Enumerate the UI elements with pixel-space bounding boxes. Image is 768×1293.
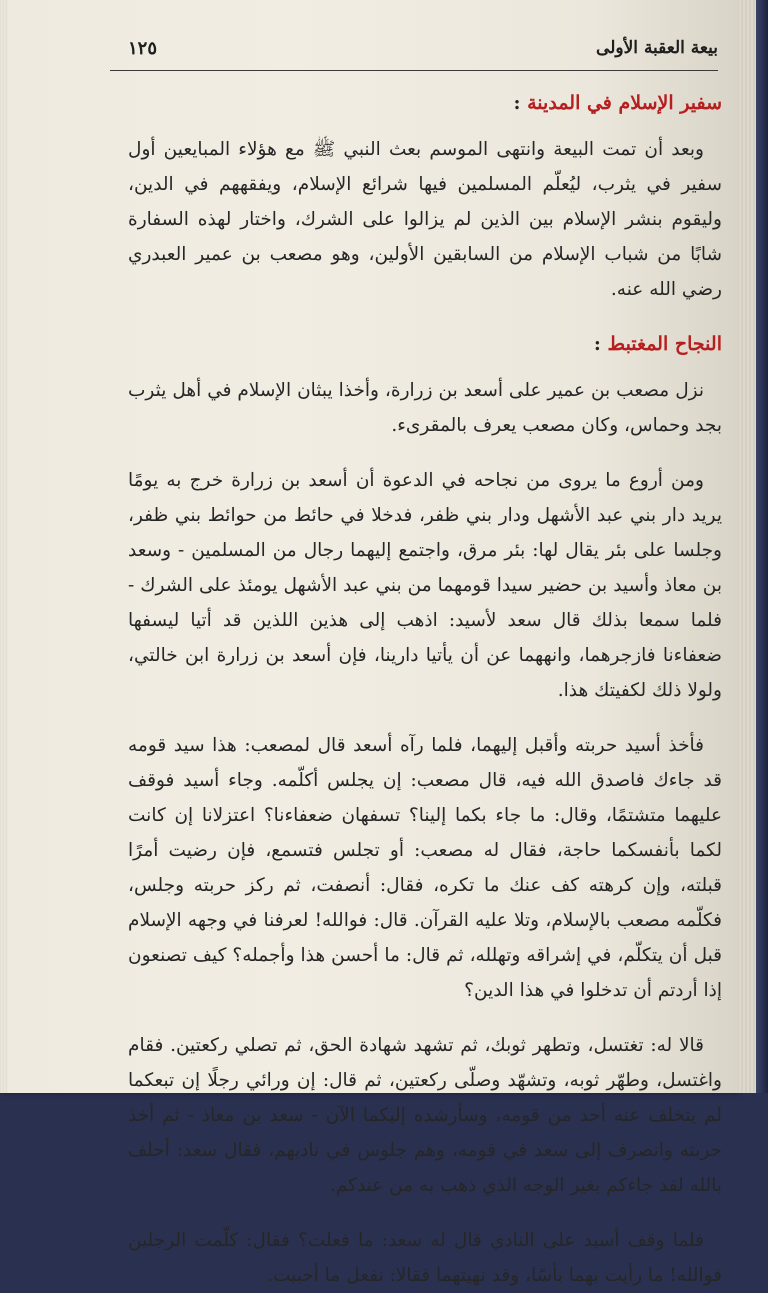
page-body [128,86,722,1293]
paragraph: فلما وقف أسيد على النادي قال له سعد: ما فعلت؟ فقال: كلّمت الرجلين فوالله! ما رأيت بهما بأسًا، وقد نهيتهما فقالا: نفعل ما أحببت. [128,1230,722,1286]
book-cover-edge [756,0,768,1093]
section-heading-ambassador: سفير الإسلام في المدينة : [513,92,722,114]
running-header [110,38,718,71]
paragraph: نزل مصعب بن عمير على أسعد بن زرارة، وأخذا يبثان الإسلام في أهل يثرب بجد وحماس، وكان مصعب يعرف بالمقرىء. [128,380,722,436]
page-number: ١٢٥ [128,38,158,59]
page-stack-left [0,0,8,1093]
paragraph: فأخذ أسيد حربته وأقبل إليهما، فلما رآه أسعد قال لمصعب: هذا سيد قومه قد جاءك فاصدق الله فيه، قال مصعب: إن يجلس أكلّمه. وجاء أسيد فوقف عليهما متشتمًا، وقال: ما جاء بكما إلينا؟ تسفهان ضعفاءنا؟ اعتزلانا إن كانت لكما بأنفسكما حاجة، فقال له مصعب: أو تجلس فتسمع، فإن رضيت أمرًا قبلته، وإن كرهته كف عنك ما تكره، فقال: أنصفت، ثم ركز حربته وجلس، فكلّمه مصعب بالإسلام، وتلا عليه القرآن. قال: فوالله! لعرفنا في وجهه الإسلام قبل أن يتكلّم، في إشراقه وتهلله، ثم قال: ما أحسن هذا وأجمله؟ كيف تصنعون إذا أردتم أن تدخلوا في هذا الدين؟ [128,735,722,1001]
paragraph: وبعد أن تمت البيعة وانتهى الموسم بعث النبي ﷺ مع هؤلاء المبايعين أول سفير في يثرب، ليُعلّم المسلمين فيها شرائع الإسلام، ويفقههم في الدين، وليقوم بنشر الإسلام بين الذين لم يزالوا على الشرك، واختار لهذه السفارة شابًا من شباب الإسلام من السابقين الأولين، وهو مصعب بن عمير العبدري رضي الله عنه. [128,139,722,300]
section-heading-success: النجاح المغتبط : [593,333,722,355]
paragraph: قالا له: تغتسل، وتطهر ثوبك، ثم تشهد شهادة الحق، ثم تصلي ركعتين. فقام واغتسل، وطهّر ثوبه، وتشهّد وصلّى ركعتين، ثم قال: إن ورائي رجلًا إن تبعكما لم يتخلف عنه أحد من قومه، وسأرشده إليكما الآن - سعد بن معاذ - ثم أخذ حربته وانصرف إلى سعد في قومه، وهم جلوس في ناديهم، فقال سعد: أحلف بالله لقد جاءكم بغير الوجه الذي ذهب به من عندكم. [128,1035,722,1196]
paragraph: ومن أروع ما يروى من نجاحه في الدعوة أن أسعد بن زرارة خرج به يومًا يريد دار بني عبد الأشهل ودار بني ظفر، فدخلا في حائط من حوائط بني ظفر، وجلسا على بئر يقال لها: بئر مرق، واجتمع إليهما رجال من المسلمين - وسعد بن معاذ وأسيد بن حضير سيدا قومهما من بني عبد الأشهل يومئذ على الشرك - فلما سمعا بذلك قال سعد لأسيد: اذهب إلى هذين اللذين قد أتيا ليسفها ضعفاءنا فازجرهما، وانههما عن أن يأتيا دارينا، فإن أسعد بن زرارة ابن خالتي، ولولا ذلك لكفيتك هذا. [128,470,722,701]
chapter-title: بيعة العقبة الأولى [596,38,718,58]
